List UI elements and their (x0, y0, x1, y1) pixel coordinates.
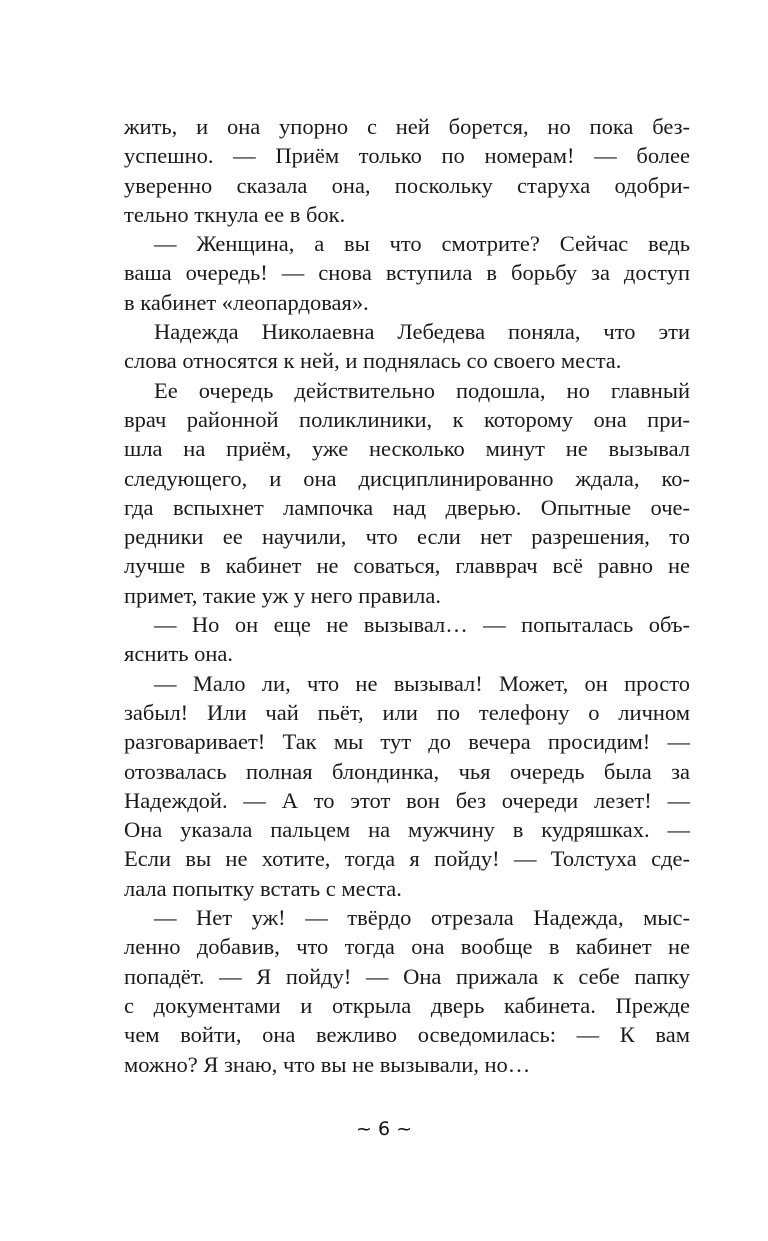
text-line: Если вы не хотите, тогда я пойду! — Толстуха сде- (124, 846, 690, 872)
text-line: успешно. — Приём только по номерам! — более (124, 143, 690, 169)
text-line: следующего, и она дисциплинированно ждала, ко- (124, 465, 690, 491)
text-line: примет, такие уж у него правила. (124, 582, 441, 608)
text-line: слова относятся к ней, и поднялась со своего места. (124, 348, 622, 374)
text-line: редники ее научили, что если нет разрешения, то (124, 524, 690, 550)
text-line: шла на приём, уже несколько минут не вызывал (124, 436, 690, 462)
page-number: ~ 6 ~ (355, 1118, 412, 1140)
text-line: яснить она. (124, 641, 234, 667)
text-line: лучше в кабинет не соваться, главврач всё равно не (124, 553, 690, 579)
text-line: Надежда Николаевна Лебедева поняла, что эти (154, 319, 690, 345)
text-line: можно? Я знаю, что вы не вызывали, но… (124, 1051, 531, 1077)
text-line: лала попытку встать с места. (124, 875, 402, 901)
text-line: в кабинет «леопардовая». (124, 289, 369, 315)
text-line: Ее очередь действительно подошла, но главный (154, 377, 690, 403)
text-line: ваша очередь! — снова вступила в борьбу за доступ (124, 260, 690, 286)
text-line: — Мало ли, что не вызывал! Может, он просто (154, 670, 690, 696)
text-line: — Но он еще не вызывал… — попыталась объ- (154, 612, 690, 638)
text-line: разговаривает! Так мы тут до вечера просидим! — (124, 729, 690, 755)
text-line: жить, и она упорно с ней борется, но пока без- (124, 114, 690, 139)
text-line: попадёт. — Я пойду! — Она прижала к себе папку (124, 963, 690, 989)
text-line: — Нет уж! — твёрдо отрезала Надежда, мыс- (154, 905, 690, 931)
text-line: Надеждой. — А то этот вон без очереди лезет! — (124, 787, 690, 813)
text-line: с документами и открыла дверь кабинета. Прежде (124, 992, 690, 1018)
text-line: врач районной поликлиники, к которому она при- (124, 406, 690, 432)
text-line: отозвалась полная блондинка, чья очередь была за (124, 758, 690, 784)
text-line: чем войти, она вежливо осведомилась: — К вам (124, 1022, 690, 1048)
text-line: уверенно сказала она, поскольку старуха одобри- (124, 172, 690, 198)
text-line: забыл! Или чай пьёт, или по телефону о личном (124, 699, 690, 725)
text-line: ленно добавив, что тогда она вообще в кабинет не (124, 934, 690, 960)
text-line: Она указала пальцем на мужчину в кудряшках. — (124, 817, 690, 843)
page-body (124, 112, 690, 1079)
text-line: гда вспыхнет лампочка над дверью. Опытные оче- (124, 494, 690, 520)
text-line: тельно ткнула ее в бок. (124, 201, 346, 227)
text-line: — Женщина, а вы что смотрите? Сейчас ведь (154, 231, 690, 257)
